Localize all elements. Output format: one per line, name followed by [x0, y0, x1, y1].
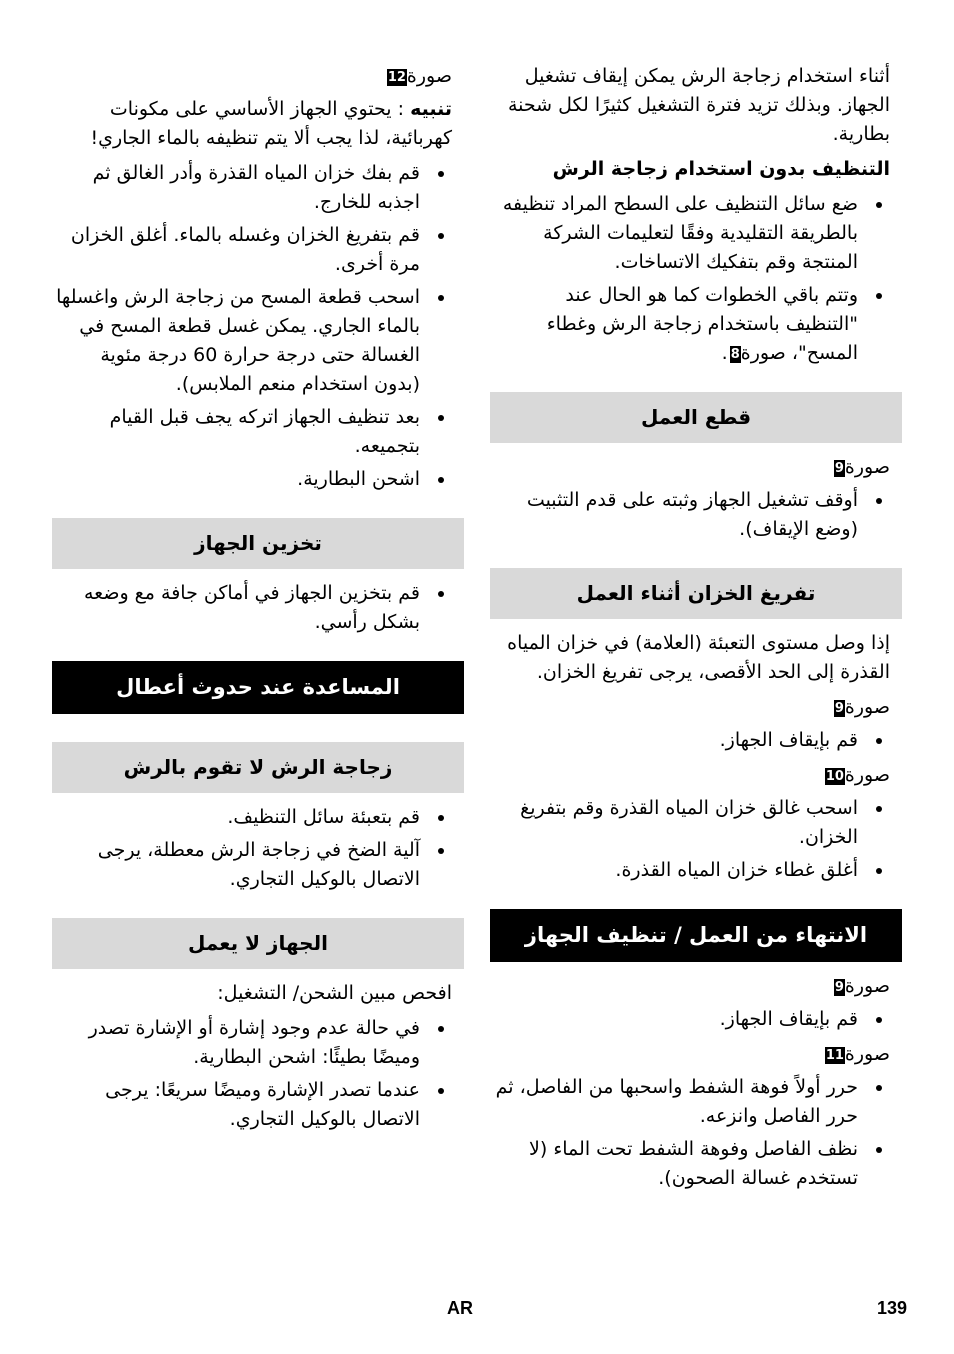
figure-number-badge: 8: [730, 347, 740, 362]
figure-number-badge: 9: [834, 461, 844, 476]
caution-text: : يحتوي الجهاز الأساسي على مكونات كهربائية، لذا يجب ألا يتم تنظيفه بالماء الجاري!: [90, 98, 452, 149]
section-header-storage: تخزين الجهاز: [52, 518, 464, 569]
list-item: حرر أولاً فوهة الشفط واسحبها من الفاصل، ثم حرر الفاصل وانزعه.: [490, 1073, 902, 1131]
spray-fault-steps: [52, 803, 464, 894]
figure-label: صورة: [844, 696, 890, 718]
section-header-finish: الانتهاء من العمل / تنظيف الجهاز: [490, 909, 902, 962]
figure-number-badge: 10: [825, 769, 844, 784]
figure-ref: [490, 761, 890, 790]
section-header-not-working: الجهاز لا يعمل: [52, 918, 464, 969]
list-item: قم بتعبئة سائل التنظيف.: [52, 803, 464, 832]
list-item: بعد تنظيف الجهاز اتركه يجف قبل القيام بتجميعه.: [52, 403, 464, 461]
figure-label: صورة: [406, 65, 452, 87]
list-item: [490, 281, 902, 368]
list-item: في حالة عدم وجود إشارة أو الإشارة تصدر وميضًا بطيئًا: اشحن البطارية.: [52, 1014, 464, 1072]
figure-ref: [490, 1040, 890, 1069]
not-working-intro: افحص مبين الشحن/ التشغيل:: [217, 982, 452, 1004]
list-item: اسحب قطعة المسح من زجاجة الرش واغسلها بالماء الجاري. يمكن غسل قطعة المسح في الغسالة حتى درجة حرارة 60 درجة مئوية (بدون استخدام منعم الملابس).: [52, 283, 464, 399]
list-item: اسحب غالق خزان المياه القذرة وقم بتفريغ الخزان.: [490, 794, 902, 852]
finish-steps-1: [490, 1005, 902, 1034]
figure-ref: [490, 972, 890, 1001]
figure-label: صورة: [844, 975, 890, 997]
figure-label: صورة: [844, 456, 890, 478]
caution-note: [52, 95, 452, 153]
list-item: أغلق غطاء خزان المياه القذرة.: [490, 856, 902, 885]
storage-steps: [52, 579, 464, 637]
list-item: قم بتخزين الجهاز في أماكن جافة مع وضعه بشكل رأسي.: [52, 579, 464, 637]
list-item: ضع سائل التنظيف على السطح المراد تنظيفه بالطريقة التقليدية وفقًا لتعليمات الشركة المنتجة وقم بتفكيك الاتساخات.: [490, 190, 902, 277]
finish-steps-2: [490, 1073, 902, 1193]
figure-number-badge: 9: [834, 980, 844, 995]
list-item: آلية الضخ في زجاجة الرش معطلة، يرجى الاتصال بالوكيل التجاري.: [52, 836, 464, 894]
section-header-spray-fault: زجاجة الرش لا تقوم بالرش: [52, 742, 464, 793]
figure-ref: [52, 62, 452, 91]
section-header-troubleshooting: المساعدة عند حدوث أعطال: [52, 661, 464, 714]
footer-page-number: 139: [877, 1298, 908, 1318]
list-item: نظف الفاصل وفوهة الشفط تحت الماء (لا تستخدم غسالة الصحون).: [490, 1135, 902, 1193]
list-item: قم بإيقاف الجهاز.: [490, 1005, 902, 1034]
section-header-empty-tank: تفريغ الخزان أثناء العمل: [490, 568, 902, 619]
list-item: عندما تصدر الإشارة وميضًا سريعًا: يرجى الاتصال بالوكيل التجاري.: [52, 1076, 464, 1134]
list-item: اشحن البطارية.: [52, 465, 464, 494]
subheading-no-spray: التنظيف بدون استخدام زجاجة الرش: [552, 158, 890, 180]
empty-tank-steps-1: [490, 726, 902, 755]
empty-tank-steps-2: [490, 794, 902, 885]
caution-label: تنبيه: [410, 98, 452, 120]
right-column: [490, 62, 902, 1199]
figure-label: صورة: [844, 1043, 890, 1065]
list-item: أوقف تشغيل الجهاز وثبته على قدم التثبيت (وضع الإيقاف).: [490, 486, 902, 544]
not-working-steps: [52, 1014, 464, 1134]
cleaning-steps: [52, 159, 464, 494]
figure-ref: [490, 693, 890, 722]
figure-ref: [490, 453, 890, 482]
empty-tank-intro: إذا وصل مستوى التعبئة (العلامة) في خزان المياه القذرة إلى الحد الأقصى، يرجى تفريغ الخزان.: [507, 632, 890, 683]
list-item: قم بإيقاف الجهاز.: [490, 726, 902, 755]
figure-number-badge: 9: [834, 701, 844, 716]
left-column: [52, 62, 464, 1140]
intro-paragraph: أثناء استخدام زجاجة الرش يمكن إيقاف تشغيل الجهاز. وبذلك تزيد فترة التشغيل كثيرًا لكل شحنة بطارية.: [508, 65, 890, 145]
stop-steps: [490, 486, 902, 544]
list-item-text: وتتم باقي الخطوات كما هو الحال عند "التنظيف باستخدام زجاجة الرش وغطاء المسح"، صورة: [546, 284, 858, 364]
figure-number-badge: 11: [825, 1048, 844, 1063]
footer-language: AR: [447, 1298, 473, 1318]
section-header-stop: قطع العمل: [490, 392, 902, 443]
list-item: قم بتفريغ الخزان وغسله بالماء. أغلق الخزان مرة أخرى.: [52, 221, 464, 279]
figure-number-badge: 12: [387, 70, 406, 85]
list-item-tail: .: [721, 342, 728, 364]
figure-label: صورة: [844, 764, 890, 786]
no-spray-steps: [490, 190, 902, 368]
list-item: قم بفك خزان المياه القذرة وأدر الغالق ثم اجذبه للخارج.: [52, 159, 464, 217]
